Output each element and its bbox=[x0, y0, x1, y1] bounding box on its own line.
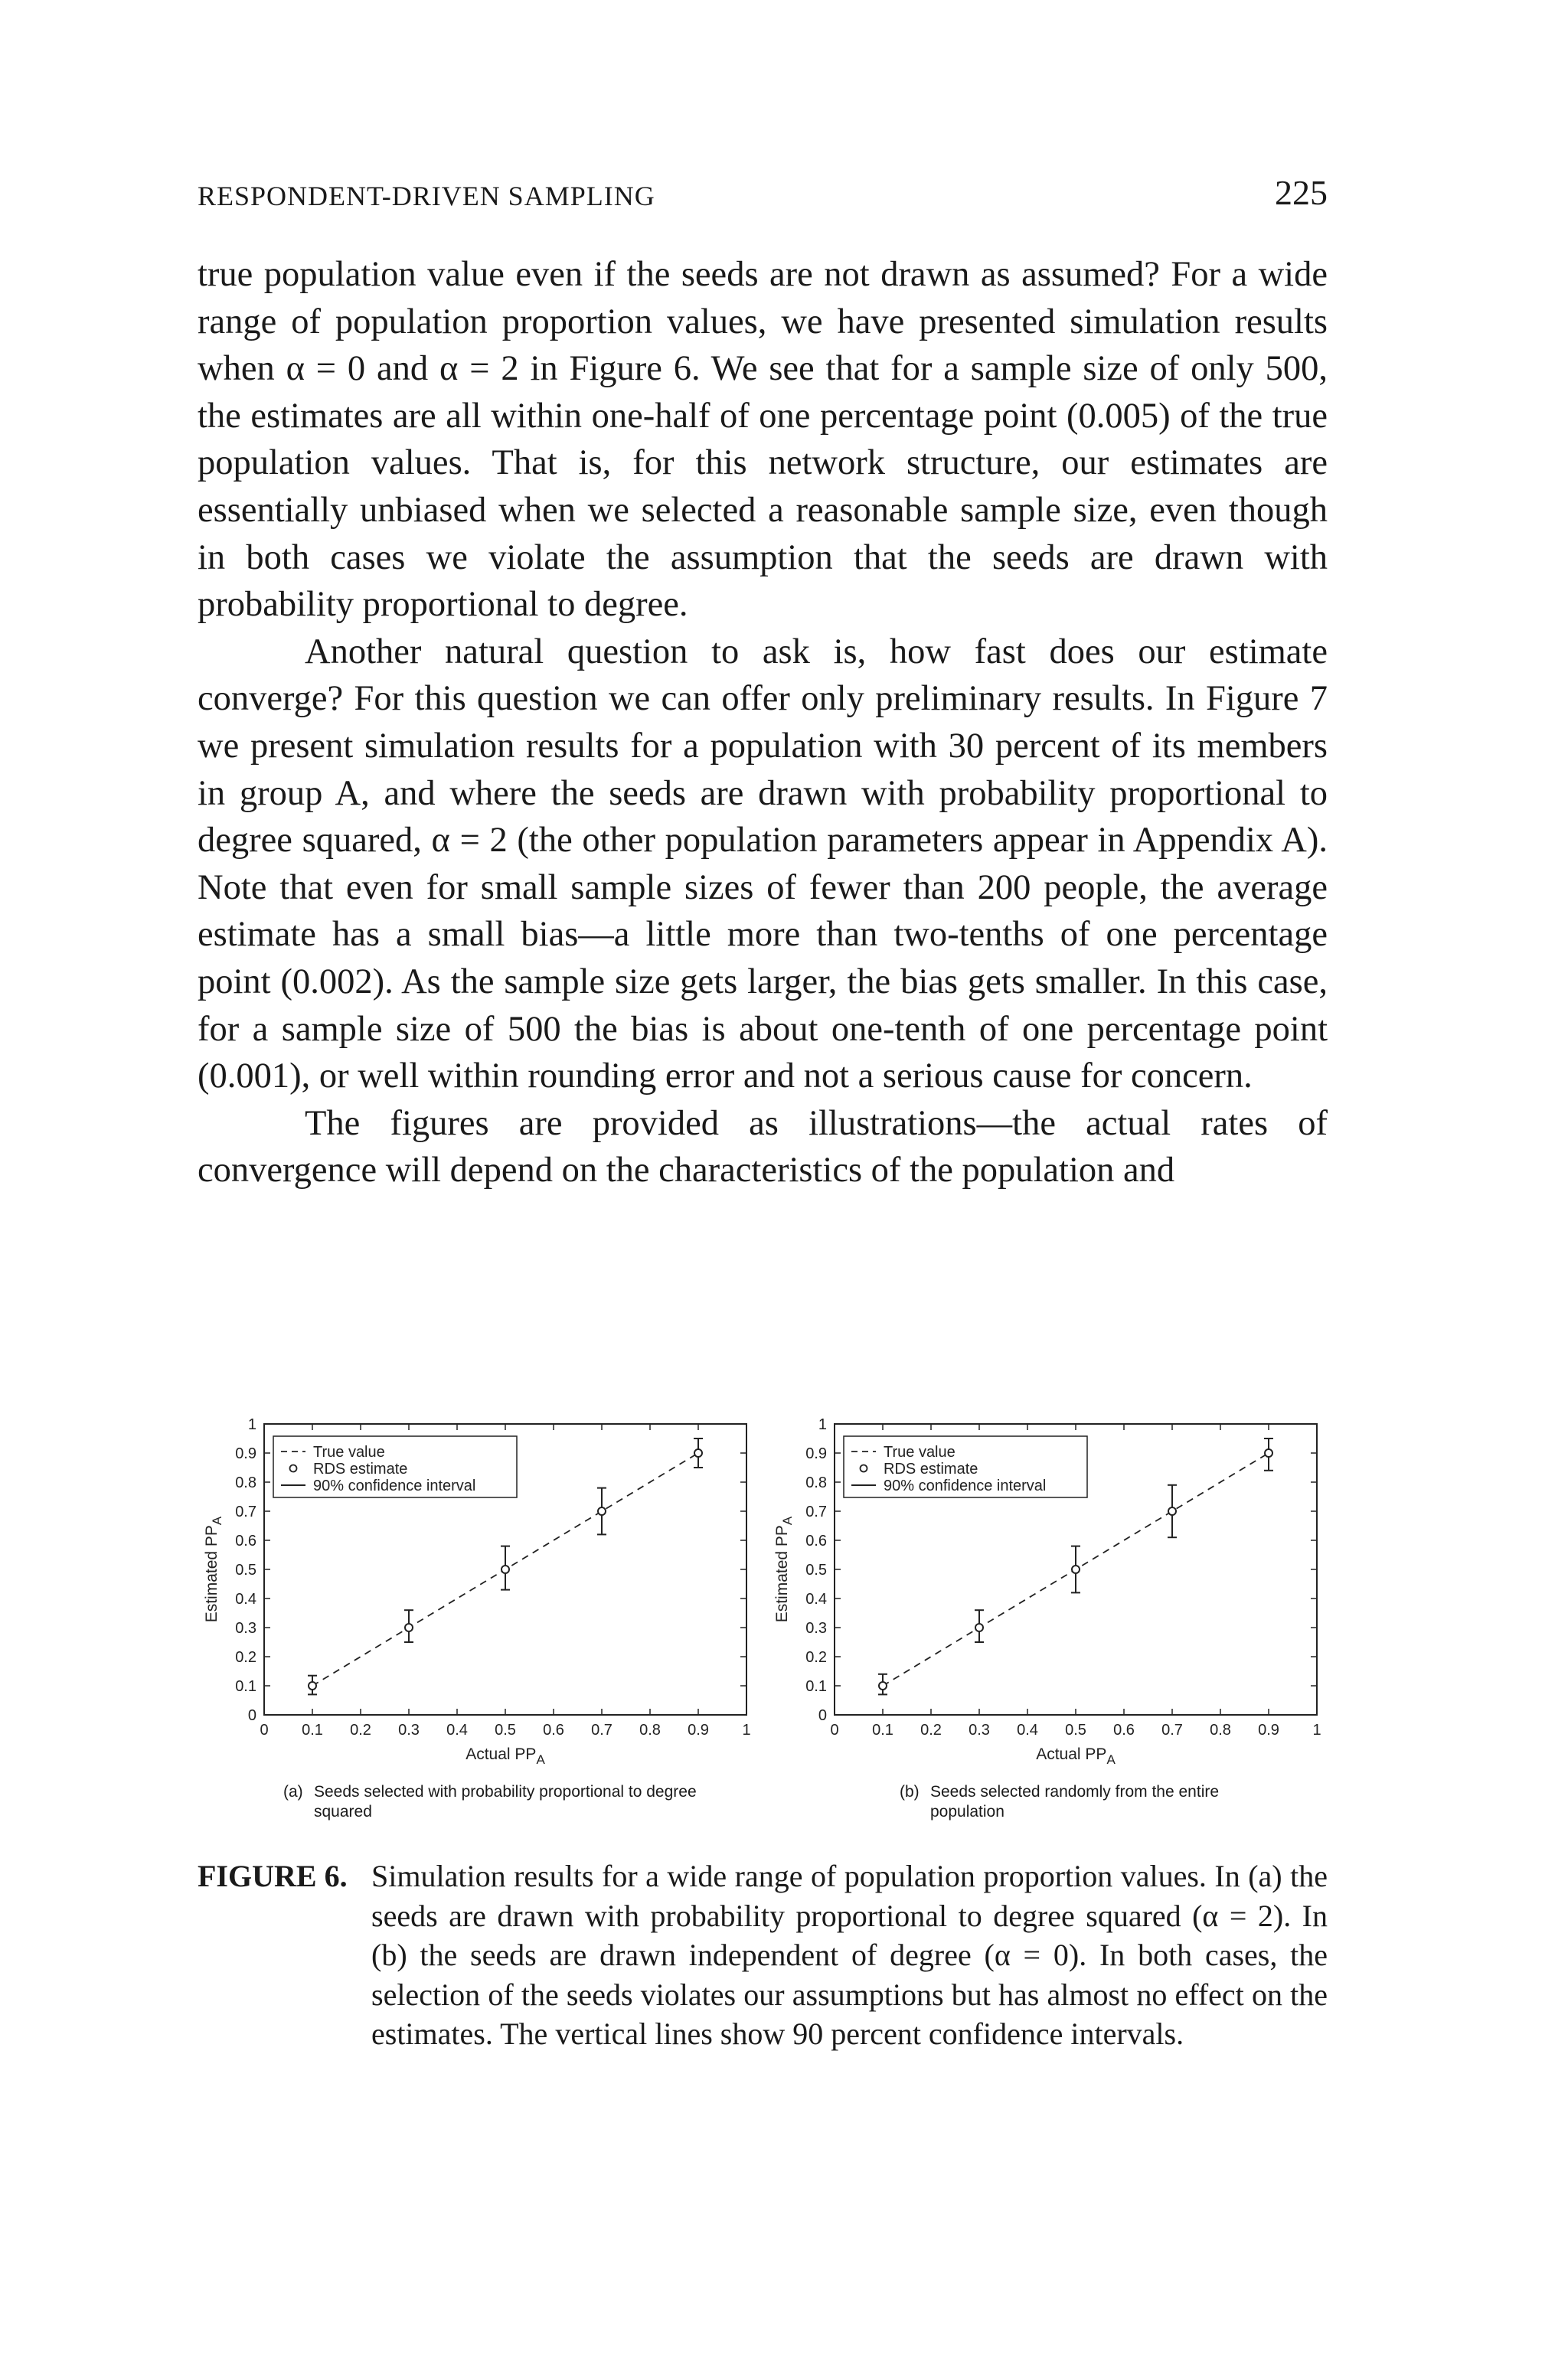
y-tick-label: 0.3 bbox=[805, 1620, 827, 1637]
y-tick-label: 0.9 bbox=[805, 1445, 827, 1462]
x-tick-label: 1 bbox=[742, 1722, 751, 1739]
y-tick-label: 0.5 bbox=[805, 1562, 827, 1579]
x-tick-label: 0.5 bbox=[1065, 1722, 1086, 1739]
y-tick-label: 0.7 bbox=[805, 1504, 827, 1520]
body-text bbox=[198, 251, 1328, 1194]
x-tick-label: 0.4 bbox=[1017, 1722, 1038, 1739]
legend-entry: RDS estimate bbox=[884, 1461, 978, 1478]
panel-a-caption bbox=[283, 1782, 743, 1822]
legend-rds-estimate-swatch bbox=[290, 1465, 297, 1472]
chart-panel-b bbox=[766, 1409, 1336, 1776]
legend-rds-estimate-swatch bbox=[861, 1465, 867, 1472]
paragraph-2: Another natural question to ask is, how fast does our estimate converge? For this question we can offer only preliminary results. In Figure 7 we present simulation results for a population with 30 percent of its members in group A, and where the seeds are drawn with probability proportional to degree squared, α = 2 (the other population parameters appear in Appendix A). Note that even for small sample sizes of fewer than 200 people, the average estimate has a small bias—a little more than two-tenths of one percentage point (0.002). As the sample size gets larger, the bias gets smaller. In this case, for a sample size of 500 the bias is about one-tenth of one percentage point (0.001), or well within rounding error and not a serious cause for concern. bbox=[198, 632, 1328, 1096]
x-tick-label: 0.7 bbox=[1161, 1722, 1183, 1739]
x-tick-label: 0 bbox=[830, 1722, 839, 1739]
legend-entry: True value bbox=[313, 1444, 385, 1461]
x-tick-label: 0.4 bbox=[446, 1722, 468, 1739]
y-axis-label bbox=[203, 1516, 224, 1622]
rds-estimate-point bbox=[405, 1624, 413, 1631]
panel-a-label: (a) bbox=[283, 1783, 303, 1801]
panel-b-label: (b) bbox=[900, 1783, 920, 1801]
rds-estimate-point bbox=[694, 1449, 702, 1457]
y-tick-label: 1 bbox=[818, 1416, 827, 1433]
y-tick-label: 0.6 bbox=[235, 1533, 256, 1550]
paragraph-1: true population value even if the seeds are not drawn as assumed? For a wide range of population proportion values, we have presented simulation results when α = 0 and α = 2 in Figure 6. We see that for a sample size of only 500, the estimates are all within one-half of one percentage point (0.005) of the true population values. That is, for this network structure, our estimates are essentially unbiased when we selected a reasonable sample size, even though in both cases we violate the assumption that the seeds are drawn with probability proportional to degree. bbox=[198, 255, 1328, 625]
x-tick-label: 0 bbox=[260, 1722, 269, 1739]
y-axis-label-main: Estimated PP bbox=[773, 1525, 791, 1623]
y-tick-label: 0.2 bbox=[805, 1649, 827, 1666]
page-number: 225 bbox=[1275, 173, 1328, 212]
figure-caption-text: Simulation results for a wide range of population proportion values. In (a) the seeds are drawn with probability proportional to degree squared (α = 2). In (b) the seeds are drawn independent of degree (α = 0). In both cases, the selection of the seeds violates our assumptions but has almost no effect on the estimates. The vertical lines show 90 percent confidence intervals. bbox=[371, 1859, 1328, 2051]
x-tick-label: 0.2 bbox=[920, 1722, 942, 1739]
y-tick-label: 0 bbox=[247, 1707, 256, 1724]
x-axis-label-main: Actual PP bbox=[1036, 1745, 1107, 1763]
rds-estimate-point bbox=[598, 1507, 606, 1515]
y-axis-label-sub: A bbox=[780, 1516, 795, 1526]
rds-estimate-point bbox=[501, 1566, 509, 1573]
rds-estimate-point bbox=[309, 1682, 316, 1690]
x-tick-label: 0.7 bbox=[591, 1722, 612, 1739]
x-tick-label: 0.6 bbox=[1113, 1722, 1135, 1739]
y-tick-label: 0.7 bbox=[235, 1504, 256, 1520]
y-tick-label: 0.8 bbox=[235, 1474, 256, 1491]
panel-b-caption-line1: Seeds selected randomly from the entire bbox=[930, 1783, 1220, 1801]
paragraph-3: The figures are provided as illustrations—the actual rates of convergence will depend on the characteristics of the population and bbox=[198, 1103, 1328, 1190]
y-tick-label: 1 bbox=[247, 1416, 256, 1433]
x-tick-label: 0.1 bbox=[302, 1722, 323, 1739]
y-tick-label: 0.2 bbox=[235, 1649, 256, 1666]
running-head: RESPONDENT-DRIVEN SAMPLING bbox=[198, 181, 655, 211]
panel-a-caption-line2: squared bbox=[314, 1803, 372, 1821]
x-axis-label-sub: A bbox=[1106, 1752, 1116, 1767]
legend-entry: 90% confidence interval bbox=[313, 1478, 476, 1494]
x-tick-label: 0.2 bbox=[350, 1722, 371, 1739]
y-axis-label-main: Estimated PP bbox=[203, 1525, 220, 1623]
x-tick-label: 0.3 bbox=[398, 1722, 420, 1739]
figure-label: FIGURE 6. bbox=[198, 1859, 348, 1893]
y-tick-label: 0.4 bbox=[805, 1591, 827, 1608]
rds-estimate-point bbox=[975, 1624, 983, 1631]
x-axis-label bbox=[466, 1745, 545, 1767]
y-tick-label: 0.8 bbox=[805, 1474, 827, 1491]
x-tick-label: 0.8 bbox=[639, 1722, 661, 1739]
y-tick-label: 0.9 bbox=[235, 1445, 256, 1462]
x-axis-label-sub: A bbox=[536, 1752, 545, 1767]
legend-entry: 90% confidence interval bbox=[884, 1478, 1047, 1494]
panel-b-caption bbox=[900, 1782, 1328, 1822]
rds-estimate-point bbox=[879, 1682, 887, 1690]
y-axis-label-sub: A bbox=[210, 1516, 224, 1526]
rds-estimate-point bbox=[1072, 1566, 1080, 1573]
y-tick-label: 0.5 bbox=[235, 1562, 256, 1579]
panel-b-caption-line2: population bbox=[930, 1803, 1004, 1821]
panel-a-caption-line1: Seeds selected with probability proportional to degree bbox=[314, 1783, 697, 1801]
x-tick-label: 1 bbox=[1312, 1722, 1321, 1739]
rds-estimate-point bbox=[1168, 1507, 1176, 1515]
x-axis-label bbox=[1036, 1745, 1116, 1767]
x-tick-label: 0.6 bbox=[543, 1722, 564, 1739]
y-tick-label: 0.4 bbox=[235, 1591, 256, 1608]
rds-estimate-point bbox=[1265, 1449, 1272, 1457]
legend-entry: True value bbox=[884, 1444, 956, 1461]
x-tick-label: 0.8 bbox=[1210, 1722, 1231, 1739]
y-tick-label: 0 bbox=[818, 1707, 827, 1724]
y-axis-label bbox=[773, 1516, 795, 1622]
x-tick-label: 0.9 bbox=[1258, 1722, 1279, 1739]
x-tick-label: 0.3 bbox=[969, 1722, 990, 1739]
chart-panel-a bbox=[195, 1409, 766, 1776]
y-tick-label: 0.1 bbox=[805, 1678, 827, 1695]
y-tick-label: 0.1 bbox=[235, 1678, 256, 1695]
figure-6 bbox=[195, 1409, 1336, 1837]
y-tick-label: 0.6 bbox=[805, 1533, 827, 1550]
y-tick-label: 0.3 bbox=[235, 1620, 256, 1637]
x-tick-label: 0.9 bbox=[688, 1722, 709, 1739]
x-tick-label: 0.5 bbox=[495, 1722, 516, 1739]
x-axis-label-main: Actual PP bbox=[466, 1745, 537, 1763]
page-header bbox=[198, 172, 1328, 218]
x-tick-label: 0.1 bbox=[872, 1722, 893, 1739]
legend-entry: RDS estimate bbox=[313, 1461, 408, 1478]
